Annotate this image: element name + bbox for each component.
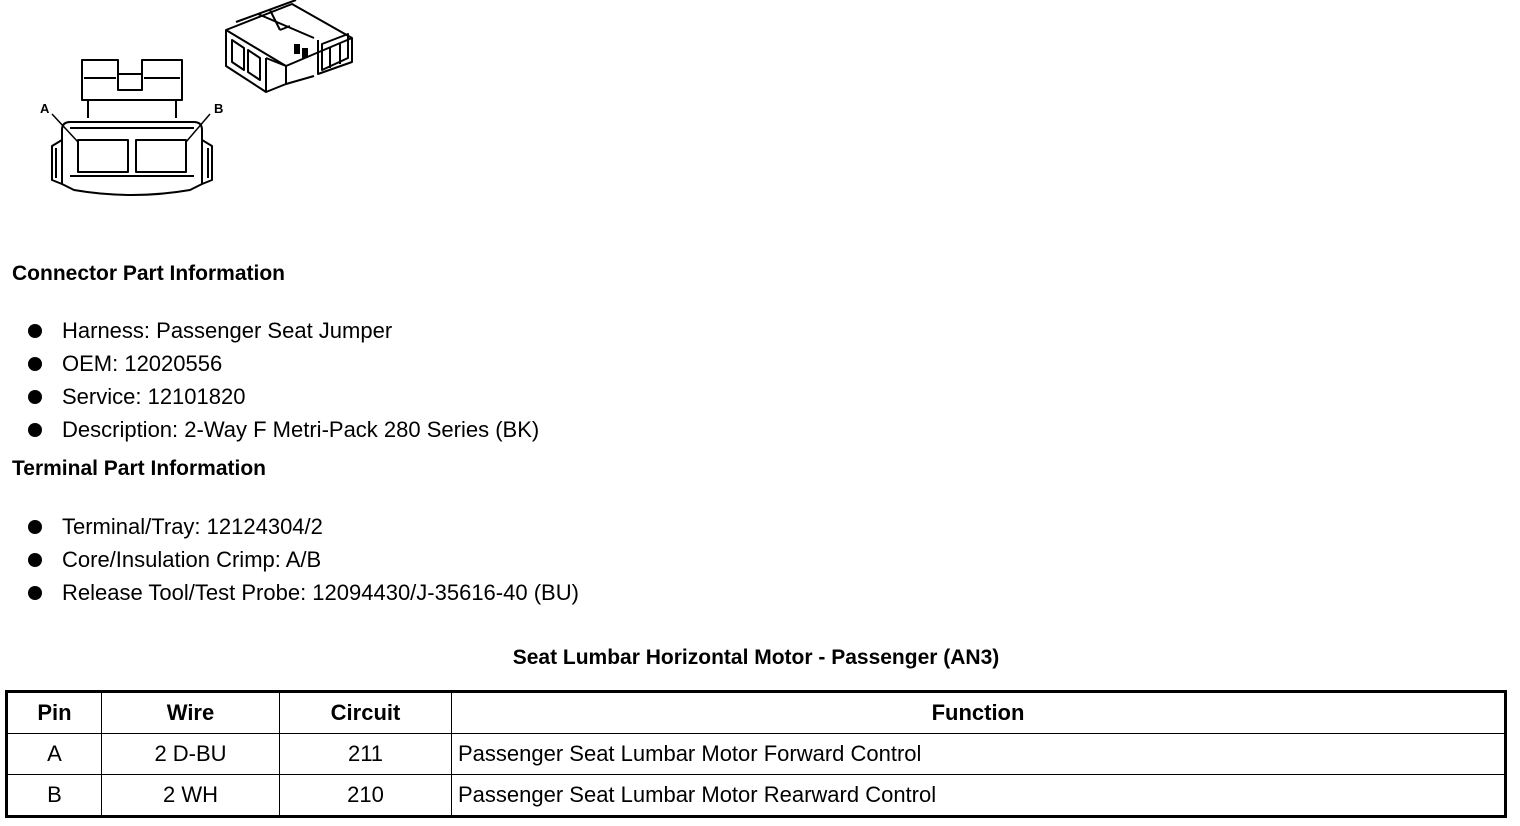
list-item: Release Tool/Test Probe: 12094430/J-35616-40 (BU)	[28, 576, 579, 609]
connector-isometric-diagram	[218, 0, 360, 96]
bullet-icon	[28, 324, 42, 338]
bullet-icon	[28, 390, 42, 404]
connector-front-view-diagram	[30, 50, 230, 210]
table-row	[7, 775, 1506, 817]
list-item: Core/Insulation Crimp: A/B	[28, 543, 579, 576]
bullet-icon	[28, 423, 42, 437]
table-header-row	[7, 692, 1506, 734]
terminal-info-list	[28, 510, 579, 609]
connector-info-list	[28, 314, 539, 446]
bullet-icon	[28, 520, 42, 534]
cell-wire: 2 D-BU	[102, 734, 280, 775]
list-item: Description: 2-Way F Metri-Pack 280 Series (BK)	[28, 413, 539, 446]
list-item: Harness: Passenger Seat Jumper	[28, 314, 539, 347]
table-row	[7, 734, 1506, 775]
pinout-table	[5, 690, 1507, 818]
bullet-icon	[28, 586, 42, 600]
list-item: Terminal/Tray: 12124304/2	[28, 510, 579, 543]
pin-label-a: A	[40, 101, 50, 116]
column-header-pin: Pin	[7, 692, 102, 734]
cell-circuit: 210	[280, 775, 452, 817]
cell-function: Passenger Seat Lumbar Motor Rearward Control	[452, 775, 1506, 817]
list-item: Service: 12101820	[28, 380, 539, 413]
cell-circuit: 211	[280, 734, 452, 775]
pinout-table-title: Seat Lumbar Horizontal Motor - Passenger (AN3)	[512, 646, 1000, 669]
list-item: OEM: 12020556	[28, 347, 539, 380]
column-header-function: Function	[452, 692, 1506, 734]
column-header-wire: Wire	[102, 692, 280, 734]
cell-pin: B	[7, 775, 102, 817]
cell-wire: 2 WH	[102, 775, 280, 817]
cell-function: Passenger Seat Lumbar Motor Forward Control	[452, 734, 1506, 775]
column-header-circuit: Circuit	[280, 692, 452, 734]
terminal-info-heading: Terminal Part Information	[12, 457, 266, 480]
bullet-icon	[28, 553, 42, 567]
pin-label-b: B	[214, 101, 224, 116]
cell-pin: A	[7, 734, 102, 775]
bullet-icon	[28, 357, 42, 371]
connector-info-heading: Connector Part Information	[12, 262, 286, 285]
